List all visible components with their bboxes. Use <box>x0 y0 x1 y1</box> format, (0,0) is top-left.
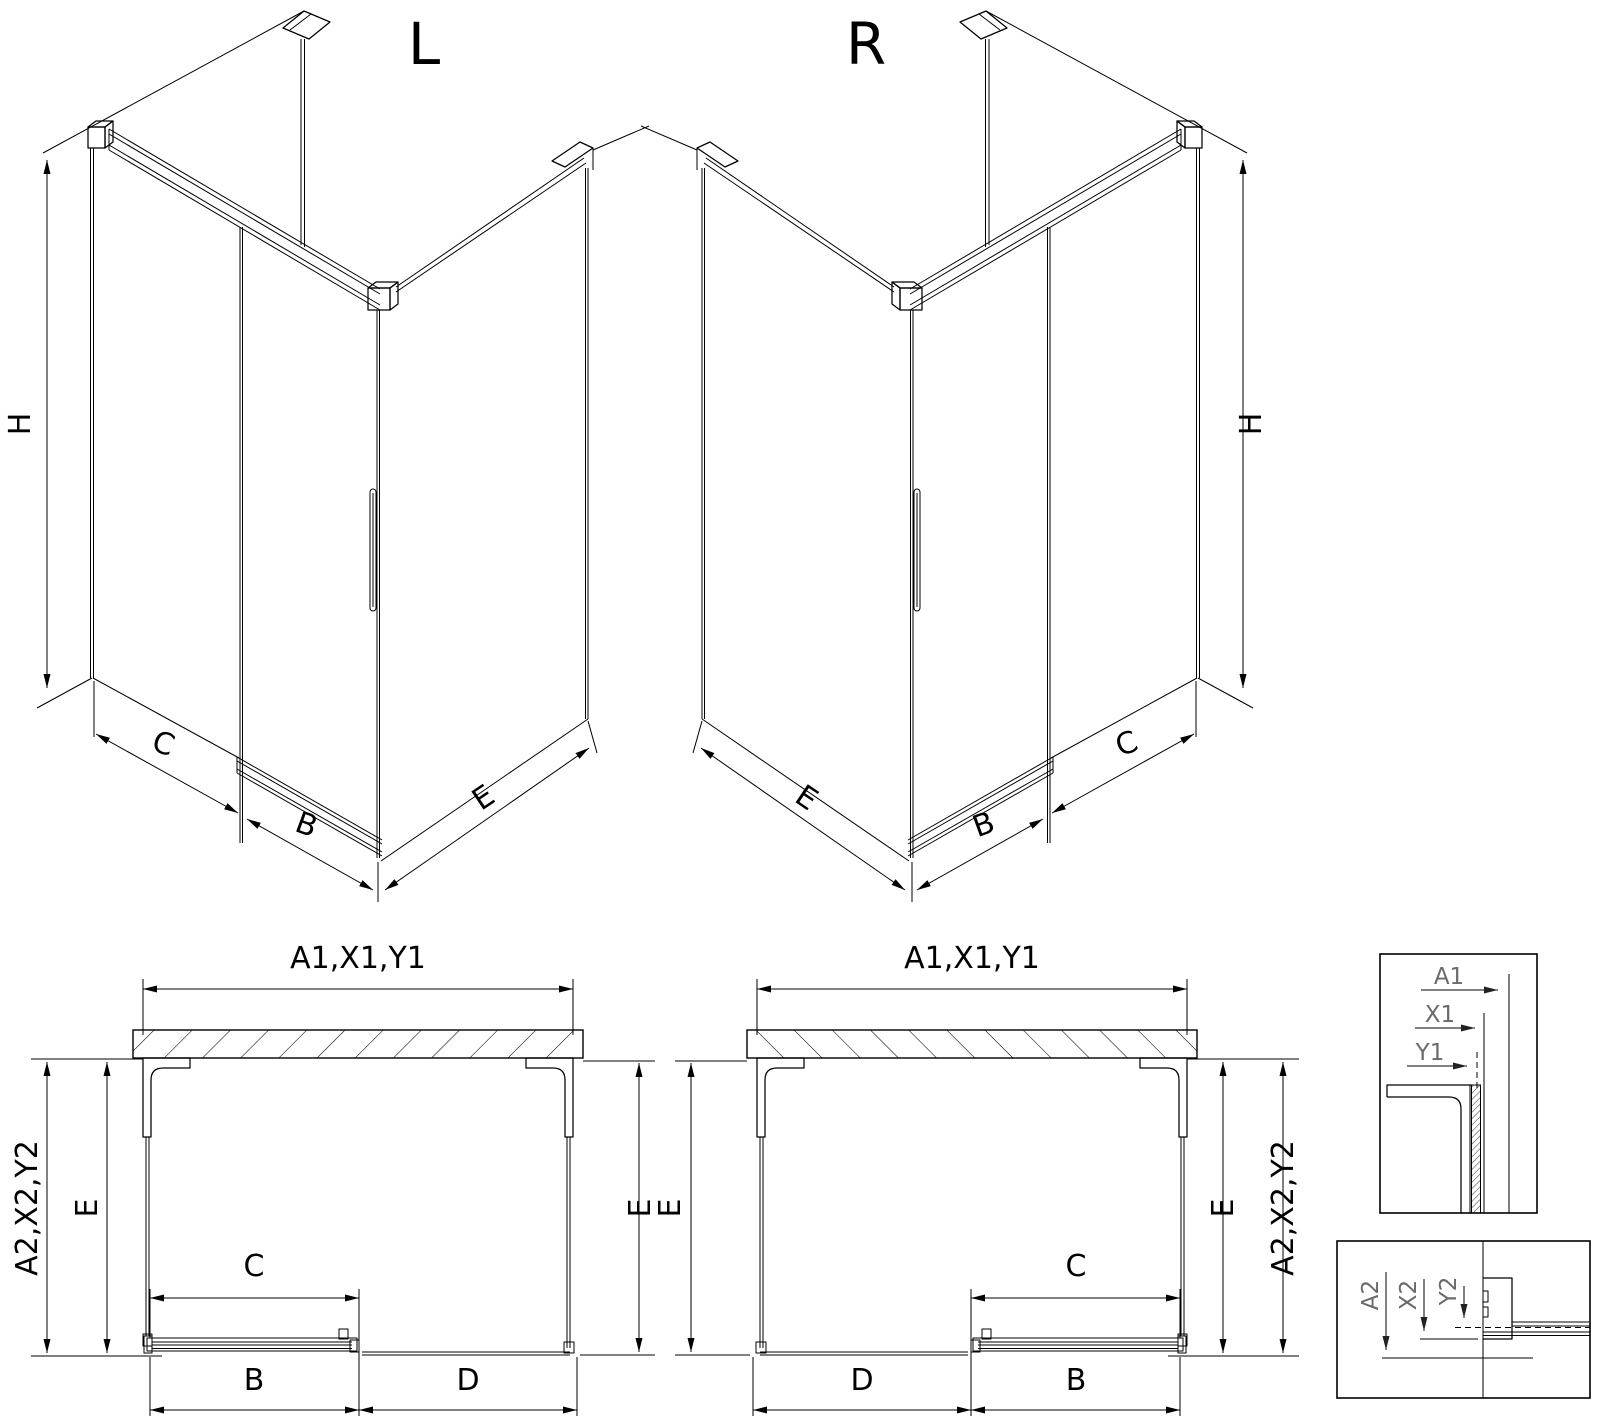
detail-x2-label: X2 <box>1396 1279 1422 1311</box>
dim-side-left: E <box>466 778 502 818</box>
version-title-left: L <box>407 10 441 78</box>
detail-view-bottom-profile <box>1337 1241 1590 1398</box>
dim-height-right: H <box>1234 412 1269 436</box>
detail-x1-label: X1 <box>1424 1002 1456 1028</box>
plan-right-fixed-label: D <box>850 1363 874 1398</box>
plan-left-depth-inner-label: E <box>70 1198 105 1218</box>
plan-left-depth-right-label: E <box>623 1198 658 1218</box>
detail-y1-label: Y1 <box>1415 1040 1445 1066</box>
dim-side-right: E <box>788 778 824 818</box>
detail-y2-label: Y2 <box>1436 1276 1462 1306</box>
dim-door-right: B <box>968 805 1000 846</box>
plan-right-depth-inner-label: E <box>1206 1198 1241 1218</box>
dim-height-left: H <box>3 412 38 436</box>
plan-left-slider-label: C <box>243 1249 265 1284</box>
plan-right-slider-label: C <box>1065 1249 1087 1284</box>
dim-door-left: B <box>290 805 322 846</box>
plan-right-depth-left-label: E <box>653 1198 688 1218</box>
plan-left-door-label: B <box>243 1363 265 1398</box>
plan-view-right <box>653 941 1301 1416</box>
plan-right-width-label: A1,X1,Y1 <box>904 941 1040 976</box>
detail-a1-label: A1 <box>1433 964 1465 990</box>
plan-view-left <box>10 941 658 1416</box>
plan-right-depth-outer-label: A2,X2,Y2 <box>1266 1140 1301 1276</box>
version-title-right: R <box>845 10 887 78</box>
detail-view-top-profile <box>1380 954 1537 1213</box>
plan-left-width-label: A1,X1,Y1 <box>290 941 426 976</box>
iso-view-left <box>3 10 649 902</box>
dim-slider-right: C <box>1110 724 1143 765</box>
plan-right-door-label: B <box>1065 1363 1087 1398</box>
iso-view-right <box>641 10 1269 902</box>
plan-left-fixed-label: D <box>456 1363 480 1398</box>
dim-slider-left: C <box>147 724 180 765</box>
plan-left-depth-outer-label: A2,X2,Y2 <box>10 1140 45 1276</box>
detail-a2-label: A2 <box>1358 1279 1384 1311</box>
